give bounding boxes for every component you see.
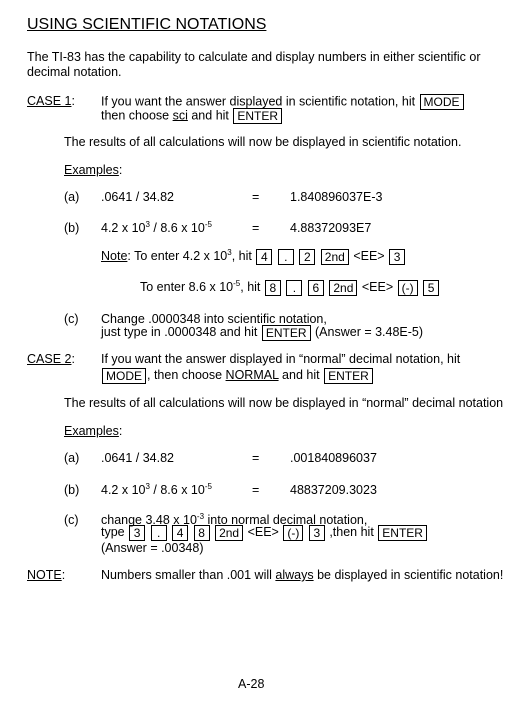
key-5: 5 <box>423 280 439 296</box>
enter-key: ENTER <box>262 325 311 341</box>
c2-text-1: change 3.48 x 10 <box>101 513 197 527</box>
case2-b-expr <box>101 483 212 498</box>
case2-c-line-2 <box>101 524 428 541</box>
case1-a-expr: .0641 / 34.82 <box>101 190 174 204</box>
case2-a-val: .001840896037 <box>290 451 377 465</box>
note-label: NOTE <box>27 568 62 582</box>
case1-a-val: 1.840896037E-3 <box>290 190 383 204</box>
sci-option: sci <box>172 108 188 123</box>
note-line-1 <box>101 247 406 265</box>
case1-a-eq: = <box>252 190 260 204</box>
case1-b-val: 4.88372093E7 <box>290 221 372 235</box>
examples-label: Examples <box>64 163 119 177</box>
key-dot: . <box>151 525 167 541</box>
enter-key: ENTER <box>233 108 282 124</box>
case1-label: CASE 1 <box>27 94 72 108</box>
note-post: be displayed in scientific notation! <box>317 568 504 582</box>
key-4: 4 <box>256 249 272 265</box>
case2-line-2 <box>101 366 374 384</box>
case1-b-label: (b) <box>64 221 80 235</box>
case1-colon: : <box>71 94 75 108</box>
b-expr-part-2: / 8.6 x 10 <box>149 483 205 497</box>
case2-heading <box>27 352 75 367</box>
case2-a-eq: = <box>252 451 260 465</box>
intro-line-2: decimal notation. <box>27 65 122 79</box>
key-4: 4 <box>172 525 188 541</box>
page-number: A-28 <box>238 677 265 691</box>
case2-text-3: and hit <box>282 368 320 382</box>
key-dot: . <box>286 280 302 296</box>
normal-option: NORMAL <box>225 368 279 382</box>
ee-text: <EE> <box>353 249 385 263</box>
case1-result: The results of all calculations will now be displayed in scientific notation. <box>64 135 462 149</box>
case2-c-answer: (Answer = .00348) <box>101 541 204 555</box>
c-answer: (Answer = 3.48E-5) <box>315 325 424 339</box>
key-3: 3 <box>309 525 325 541</box>
note-label: Note <box>101 249 128 263</box>
note-text <box>101 568 503 583</box>
mode-key: MODE <box>102 368 146 384</box>
b-expr-part-2: / 8.6 x 10 <box>149 221 205 235</box>
note-line-2 <box>140 278 440 296</box>
b-exp-2: -5 <box>204 481 212 491</box>
case2-result: The results of all calculations will now be displayed in “normal” decimal notation <box>64 396 504 410</box>
key-2nd: 2nd <box>215 525 243 541</box>
case1-c-line-2 <box>101 324 423 341</box>
key-dot: . <box>278 249 294 265</box>
key-negative: (-) <box>283 525 303 541</box>
b-expr-part-1: 4.2 x 10 <box>101 221 146 235</box>
note2-hit: , hit <box>240 280 261 294</box>
c2-exp: -3 <box>196 511 205 521</box>
enter-key: ENTER <box>324 368 373 384</box>
note-always: always <box>275 568 314 582</box>
case2-colon: : <box>71 352 75 366</box>
case2-b-eq: = <box>252 483 260 497</box>
note2-exp: -5 <box>233 278 241 288</box>
enter-key: ENTER <box>378 525 427 541</box>
note2-text: To enter 8.6 x 10 <box>140 280 234 294</box>
c2-text-2: into normal decimal notation, <box>204 513 368 527</box>
ee-text: <EE> <box>361 280 394 294</box>
case2-c-label: (c) <box>64 513 79 527</box>
case1-text-3: and hit <box>191 108 229 123</box>
key-2nd: 2nd <box>329 280 357 296</box>
case2-label: CASE 2 <box>27 352 72 366</box>
case1-c-line-1: Change .0000348 into scientific notation, <box>101 312 327 326</box>
examples-colon: : <box>118 163 123 177</box>
note-pre: Numbers smaller than .001 will <box>101 568 272 582</box>
b-expr-part-1: 4.2 x 10 <box>101 483 146 497</box>
note-heading <box>27 568 65 583</box>
case1-b-eq: = <box>252 221 260 235</box>
c2-type: type <box>101 525 125 539</box>
case1-c-label: (c) <box>64 312 79 326</box>
case1-examples-heading <box>64 163 122 178</box>
note1-hit: , hit <box>231 249 252 263</box>
b-exp-2: -5 <box>204 219 212 229</box>
ee-text: <EE> <box>247 525 279 539</box>
case2-examples-heading <box>64 424 122 439</box>
case2-a-expr: .0641 / 34.82 <box>101 451 174 465</box>
mode-key: MODE <box>420 94 464 110</box>
case1-a-label: (a) <box>64 190 80 204</box>
note1-exp: 3 <box>227 247 232 257</box>
note-colon: : <box>61 568 66 582</box>
key-3: 3 <box>129 525 145 541</box>
case2-a-label: (a) <box>64 451 80 465</box>
c-text: just type in .0000348 and hit <box>101 325 258 339</box>
b-exp-1: 3 <box>145 481 150 491</box>
key-6: 6 <box>308 280 324 296</box>
b-exp-1: 3 <box>145 219 150 229</box>
key-2: 2 <box>299 249 315 265</box>
key-2nd: 2nd <box>321 249 349 265</box>
page-title: USING SCIENTIFIC NOTATIONS <box>27 16 267 33</box>
case2-b-label: (b) <box>64 483 80 497</box>
key-3: 3 <box>389 249 405 265</box>
case2-b-val: 48837209.3023 <box>290 483 377 497</box>
examples-colon: : <box>118 424 123 438</box>
case1-text-1: If you want the answer displayed in scientific notation, hit <box>101 94 416 109</box>
case2-line-1: If you want the answer displayed in “normal” decimal notation, hit <box>101 352 461 366</box>
examples-label: Examples <box>64 424 119 438</box>
c2-then: ,then hit <box>329 525 374 539</box>
intro-line-1: The TI-83 has the capability to calculate and display numbers in either scientific or <box>27 50 481 64</box>
case1-b-expr <box>101 221 212 236</box>
case2-text-2: , then choose <box>147 368 223 382</box>
case1-text-2: then choose <box>101 108 170 123</box>
key-8: 8 <box>265 280 281 296</box>
note1-text: : To enter 4.2 x 10 <box>127 249 228 263</box>
key-negative: (-) <box>398 280 418 296</box>
key-8: 8 <box>194 525 210 541</box>
case1-line-2 <box>101 108 283 124</box>
case1-heading <box>27 94 75 109</box>
